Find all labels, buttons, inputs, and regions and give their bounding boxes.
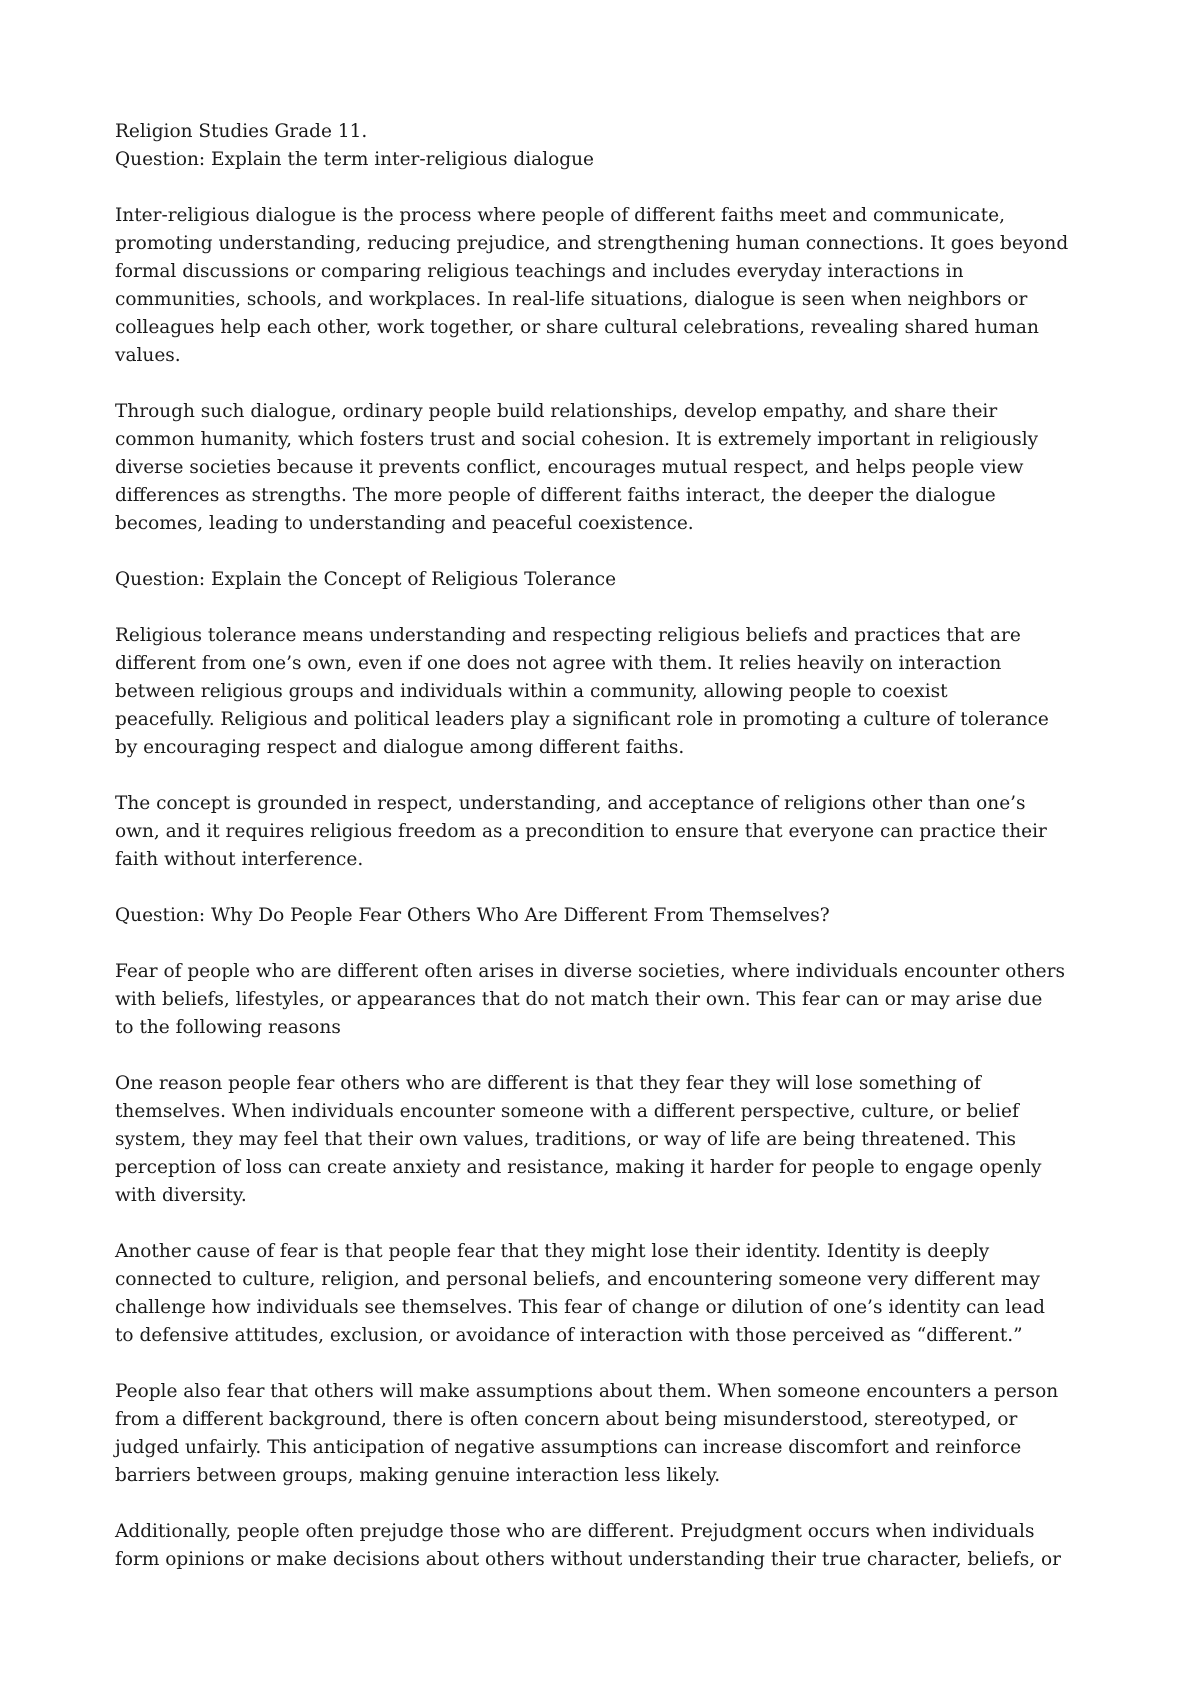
question-heading: Question: Explain the term inter-religious dialogue (115, 149, 594, 170)
document-title: Religion Studies Grade 11. (115, 121, 368, 142)
paragraph (115, 1238, 1105, 1350)
text-line: formal discussions or comparing religious teachings and includes everyday interactions in (115, 261, 964, 282)
text-line: with beliefs, lifestyles, or appearances that do not match their own. This fear can or may arise due (115, 989, 1043, 1010)
text-line: One reason people fear others who are different is that they fear they will lose something of (115, 1073, 981, 1094)
text-line: diverse societies because it prevents conflict, encourages mutual respect, and helps people view (115, 457, 1024, 478)
text-line: communities, schools, and workplaces. In real-life situations, dialogue is seen when neighbors or (115, 289, 1028, 310)
paragraph (115, 398, 1105, 538)
text-line: from a different background, there is often concern about being misunderstood, stereotyped, or (115, 1409, 1018, 1430)
question-heading-block (115, 902, 1105, 930)
question-heading-block (115, 566, 1105, 594)
text-line: judged unfairly. This anticipation of negative assumptions can increase discomfort and reinforce (115, 1437, 1022, 1458)
text-line: People also fear that others will make assumptions about them. When someone encounters a person (115, 1381, 1059, 1402)
text-line: with diversity. (115, 1185, 247, 1206)
text-line: promoting understanding, reducing prejudice, and strengthening human connections. It goes beyond (115, 233, 1069, 254)
text-line: Fear of people who are different often arises in diverse societies, where individuals encounter others (115, 961, 1065, 982)
text-line: differences as strengths. The more people of different faiths interact, the deeper the dialogue (115, 485, 996, 506)
text-line: own, and it requires religious freedom as a precondition to ensure that everyone can practice their (115, 821, 1047, 842)
text-line: system, they may feel that their own values, traditions, or way of life are being threatened. This (115, 1129, 1017, 1150)
text-line: to defensive attitudes, exclusion, or avoidance of interaction with those perceived as “different.” (115, 1325, 1023, 1346)
paragraph (115, 790, 1105, 874)
text-line: peacefully. Religious and political leaders play a significant role in promoting a culture of tolerance (115, 709, 1049, 730)
text-line: perception of loss can create anxiety and resistance, making it harder for people to engage openly (115, 1157, 1042, 1178)
text-line: becomes, leading to understanding and peaceful coexistence. (115, 513, 694, 534)
text-line: Through such dialogue, ordinary people build relationships, develop empathy, and share their (115, 401, 998, 422)
text-line: Additionally, people often prejudge those who are different. Prejudgment occurs when individuals (115, 1521, 1035, 1542)
paragraph (115, 622, 1105, 762)
text-line: by encouraging respect and dialogue among different faiths. (115, 737, 685, 758)
text-line: different from one’s own, even if one does not agree with them. It relies heavily on interaction (115, 653, 1002, 674)
text-line: The concept is grounded in respect, understanding, and acceptance of religions other than one’s (115, 793, 1026, 814)
text-line: challenge how individuals see themselves. This fear of change or dilution of one’s identity can lead (115, 1297, 1045, 1318)
text-line: colleagues help each other, work together, or share cultural celebrations, revealing shared human (115, 317, 1039, 338)
text-line: barriers between groups, making genuine interaction less likely. (115, 1465, 721, 1486)
document-body (115, 118, 1105, 1574)
document-header (115, 118, 1105, 174)
paragraph (115, 202, 1105, 370)
text-line: faith without interference. (115, 849, 364, 870)
text-line: Inter-religious dialogue is the process where people of different faiths meet and communicate, (115, 205, 1005, 226)
text-line: values. (115, 345, 181, 366)
paragraph (115, 958, 1105, 1042)
paragraph (115, 1378, 1105, 1490)
text-line: themselves. When individuals encounter someone with a different perspective, culture, or belief (115, 1101, 1019, 1122)
text-line: connected to culture, religion, and personal beliefs, and encountering someone very different may (115, 1269, 1040, 1290)
paragraph (115, 1518, 1105, 1574)
text-line: to the following reasons (115, 1017, 341, 1038)
paragraph (115, 1070, 1105, 1210)
question-heading: Question: Explain the Concept of Religious Tolerance (115, 569, 617, 590)
text-line: between religious groups and individuals within a community, allowing people to coexist (115, 681, 948, 702)
text-line: common humanity, which fosters trust and social cohesion. It is extremely important in religiously (115, 429, 1039, 450)
text-line: Another cause of fear is that people fear that they might lose their identity. Identity is deeply (115, 1241, 990, 1262)
question-heading: Question: Why Do People Fear Others Who Are Different From Themselves? (115, 905, 830, 926)
text-line: Religious tolerance means understanding and respecting religious beliefs and practices that are (115, 625, 1021, 646)
text-line: form opinions or make decisions about others without understanding their true character, beliefs, or (115, 1549, 1061, 1570)
